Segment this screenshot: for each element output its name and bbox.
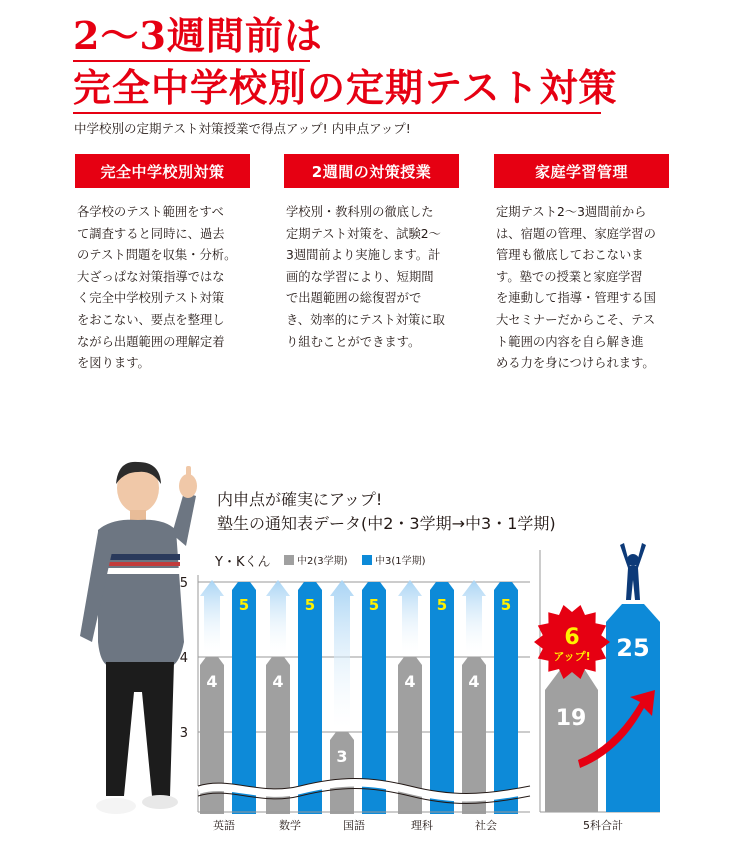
increase-arrow [200,580,224,653]
page-title-line2: 完全中学校別の定期テスト対策 [73,65,618,110]
x-tick-label: 国語 [343,819,365,832]
bar-before-label: 4 [272,672,284,691]
text-line: を図ります。 [77,356,150,371]
text-line: 各学校のテスト範囲をすべ [77,205,224,219]
bar-after [298,582,322,814]
bar-before-label: 4 [468,672,480,691]
text-line: 画的な学習により、短期間 [286,269,434,284]
text-line: 定期テスト対策を、試験2〜 [286,226,441,241]
legend-student-name: Y・Kくん [215,555,271,570]
text-line: のテスト問題を収集・分析。 [77,248,237,263]
chart-title-line2: 塾生の通知表データ(中2・3学期→中3・1学期) [217,514,556,533]
legend-swatch-after [362,555,372,565]
text-line: をおこない、要点を整理し [77,312,225,327]
feature-heading: 2週間の対策授業 [284,154,459,188]
y-tick-label: 3 [179,726,188,741]
winner-figure-icon [620,543,646,600]
gain-badge-text: アップ! [553,650,591,663]
x-tick-label: 数学 [279,819,301,832]
bar-after [232,582,256,814]
bar-after-label: 5 [304,596,316,614]
text-line: て調査すると同時に、過去 [77,226,225,241]
bar-before-label: 4 [206,672,218,691]
x-tick-label: 5科合計 [583,819,623,832]
text-line: 定期テスト2〜3週間前から [496,205,647,219]
text-line: ながら出題範囲の理解定着 [77,334,225,349]
increase-arrow [266,580,290,653]
text-line: り組むことができます。 [286,334,421,349]
legend-label-before: 中2(3学期) [297,556,348,567]
text-line: す。塾での授業と家庭学習 [496,269,643,284]
y-tick-label: 5 [179,576,188,591]
legend-label-after: 中3(1学期) [375,556,426,567]
total-bar-before [545,670,598,812]
bar-after-label: 5 [238,596,250,614]
chart-title-line1: 内申点が確実にアップ! [217,490,383,509]
total-after-value: 25 [616,634,650,662]
legend-swatch-before [284,555,294,565]
text-line: 大ざっぱな対策指導ではな [77,269,225,284]
bar-before-label: 4 [404,672,416,691]
text-line: 3週間前より実施します。計 [286,248,441,263]
x-tick-label: 社会 [475,819,497,832]
text-line: 大セミナーだからこそ、テス [496,312,656,327]
increase-arrow [462,580,486,653]
bar-after-label: 5 [436,596,448,614]
x-tick-label: 理科 [411,819,433,832]
page-title-line1: 2〜3週間前は [73,13,323,58]
feature-heading: 完全中学校別対策 [75,154,250,188]
y-tick-label: 4 [179,651,188,666]
text-line: ト範囲の内容を自ら解き進 [496,334,644,349]
text-line: める力を身につけられます。 [496,356,655,371]
feature-heading: 家庭学習管理 [494,154,669,188]
increase-arrow [398,580,422,653]
text-line: を連動して指導・管理する国 [496,291,656,306]
bar-after [494,582,518,814]
bar-after [430,582,454,814]
bar-before-label: 3 [336,747,348,766]
increase-arrow [330,580,354,728]
bar-after-label: 5 [500,596,512,614]
text-line: 学校別・教科別の徹底した [286,205,434,219]
bar-after-label: 5 [368,596,380,614]
page-subtitle: 中学校別の定期テスト対策授業で得点アップ! 内申点アップ! [74,121,411,136]
text-line: で出題範囲の総復習がで [286,291,422,306]
bar-before [330,732,354,814]
text-line: 管理も徹底しておこないま [496,248,644,263]
gain-badge-value: 6 [564,625,580,650]
x-tick-label: 英語 [213,819,235,832]
text-line: き、効率的にテスト対策に取 [286,312,445,327]
total-before-value: 19 [555,706,587,731]
text-line: く完全中学校別テスト対策 [77,291,225,306]
text-line: は、宿題の管理、家庭学習の [496,226,656,241]
